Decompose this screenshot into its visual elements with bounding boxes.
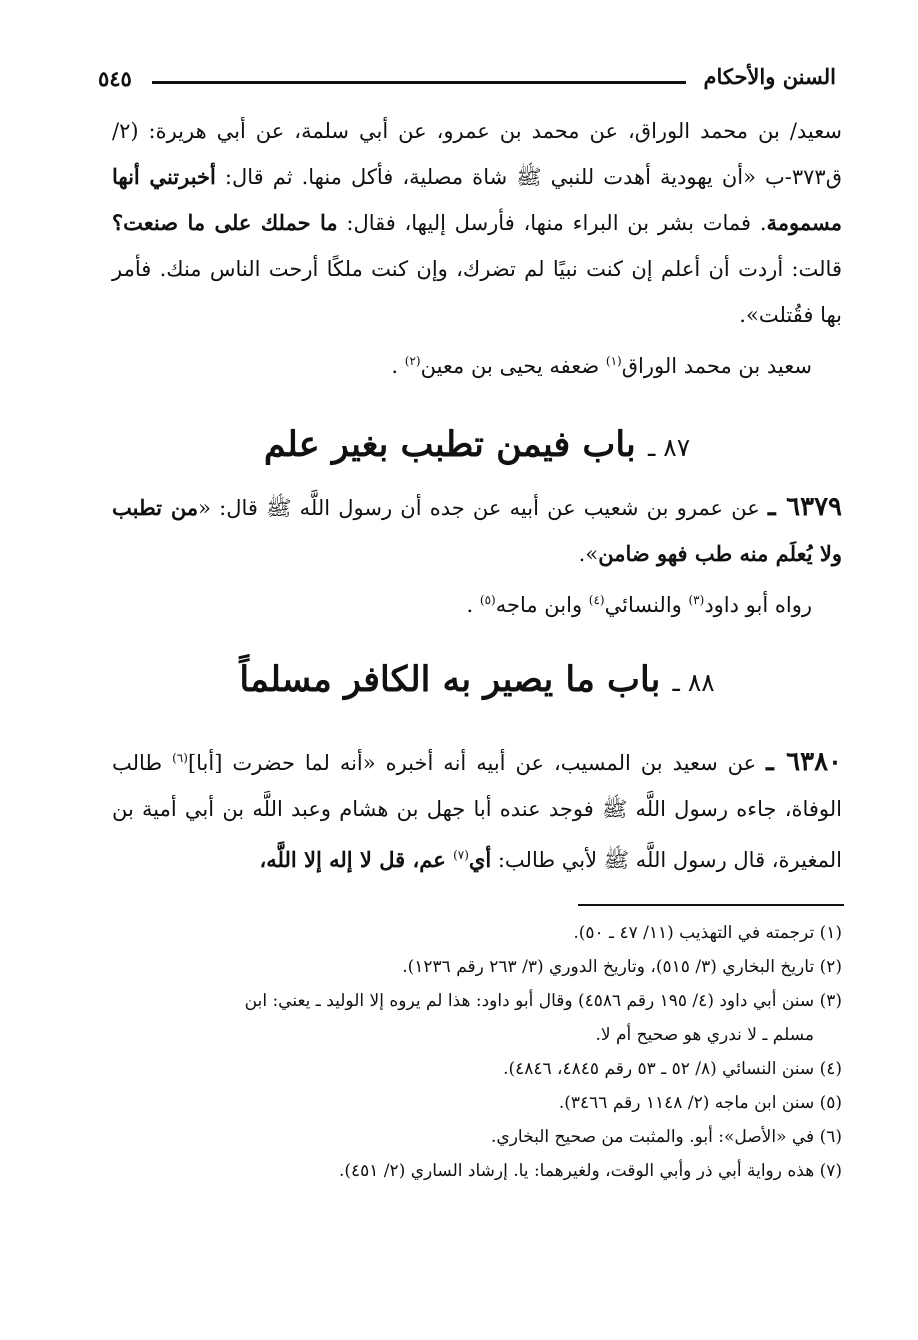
footnote-continuation: مسلم ـ لا ندري هو صحيح أم لا. [595, 1025, 814, 1045]
chapter-heading-88 [112, 658, 842, 705]
hadith-quote-bold: ما حملك على ما صنعت؟ [112, 210, 338, 235]
hadith-6380 [112, 735, 842, 883]
chapter-heading-87 [112, 423, 842, 470]
footnote: (١) ترجمته في التهذيب (١١/ ٤٧ ـ ٥٠). [573, 923, 842, 943]
narrator-comment [112, 338, 842, 389]
hadith-text: ». [578, 542, 599, 566]
chapter-title: باب فيمن تطبب بغير علم [263, 424, 636, 465]
comment-text: . [391, 354, 405, 378]
continued-line: سعيد/ بن محمد الوراق، عن محمد بن عمرو، عن أبي سلمة، عن أبي هريرة: (٢/ق٣٧٣-ب [112, 119, 842, 189]
running-header [90, 64, 836, 98]
comment-text: رواه أبو داود [704, 593, 812, 617]
footnotes [108, 916, 842, 1188]
header-rule [152, 81, 686, 84]
footnote: (٦) في «الأصل»: أبو. والمثبت من صحيح البخاري. [491, 1127, 842, 1147]
sources-comment [112, 577, 842, 628]
footnote-ref: (١) [605, 354, 622, 368]
comment-text: سعيد بن محمد الوراق [621, 354, 812, 378]
spacer [112, 628, 842, 658]
main-text [112, 108, 842, 883]
footnote-ref: (٥) [479, 593, 496, 607]
comment-text: . [466, 593, 480, 617]
footnote-separator [578, 904, 844, 906]
footnote-ref: (٤) [588, 593, 605, 607]
footnote-ref: (٢) [404, 354, 421, 368]
hadith-number: ٦٣٧٩ ـ [767, 492, 843, 522]
hadith-text: عن سعيد بن المسيب، عن أبيه أنه أخبره «أنه لما حضرت [أبا] [187, 751, 767, 775]
page-number: ٥٤٥ [98, 66, 132, 91]
comment-text: وابن ماجه [495, 593, 589, 617]
hadith-6379 [112, 484, 842, 577]
hadith-quote-bold: أخبرتني أنها مسمومة [112, 164, 842, 235]
footnote-ref: (٣) [688, 593, 705, 607]
hadith-text-continued [112, 108, 842, 338]
hadith-quote-bold: أي [468, 847, 492, 872]
hadith-number: ٦٣٨٠ ـ [766, 747, 842, 777]
hadith-text: قالت: أردت أن أعلم إن كنت نبيًا لم تضرك، وإن كنت ملكًا أرحت الناس منك. فأمر بها فقُتلت». [112, 257, 842, 327]
hadith-quote-bold: من تطبب ولا يُعلَم منه طب فهو ضامن [112, 495, 842, 566]
footnote: (٣) سنن أبي داود (٤/ ١٩٥ رقم ٤٥٨٦) وقال أبو داود: هذا لم يروه إلا الوليد ـ يعني: ابن [244, 991, 842, 1011]
comment-text: ضعفه يحيى بن معين [420, 354, 606, 378]
chapter-number: ٨٨ ـ [672, 668, 715, 697]
hadith-text: «أن يهودية أهدت للنبي ﷺ شاة مصلية، فأكل منها. ثم قال: [215, 165, 756, 189]
hadith-text: . فمات بشر بن البراء منها، فأرسل إليها، فقال: [337, 211, 767, 235]
spacer [112, 389, 842, 423]
footnote-ref: (٦) [172, 751, 188, 765]
comment-text: والنسائي [604, 593, 689, 617]
footnote: (٥) سنن ابن ماجه (٢/ ١١٤٨ رقم ٣٤٦٦). [558, 1093, 842, 1113]
spacer [112, 705, 842, 735]
header-title: السنن والأحكام [703, 64, 836, 89]
footnote: (٢) تاريخ البخاري (٣/ ٥١٥)، وتاريخ الدوري (٣/ ٢٦٣ رقم ١٢٣٦). [402, 957, 842, 977]
footnote: (٧) هذه رواية أبي ذر وأبي الوقت، ولغيرهما: يا. إرشاد الساري (٢/ ٤٥١). [338, 1161, 842, 1181]
spacer [112, 470, 842, 484]
hadith-text: طالب الوفاة، جاءه رسول اللَّه ﷺ فوجد عنده أبا جهل بن هشام وعبد اللَّه بن أبي أمية بن المغيرة، قال رسول اللَّه ﷺ لأبي طالب: [112, 751, 842, 872]
hadith-text: عن عمرو بن شعيب عن أبيه عن جده أن رسول اللَّه ﷺ قال: « [198, 496, 768, 520]
footnote-ref: (٧) [453, 848, 469, 862]
chapter-number: ٨٧ ـ [647, 433, 691, 462]
hadith-quote-bold: عم، قل لا إله إلا اللَّه، [259, 847, 454, 872]
chapter-title: باب ما يصير به الكافر مسلماً [239, 659, 661, 700]
footnote: (٤) سنن النسائي (٨/ ٥٢ ـ ٥٣ رقم ٤٨٤٥، ٤٨٤٦). [503, 1059, 842, 1079]
